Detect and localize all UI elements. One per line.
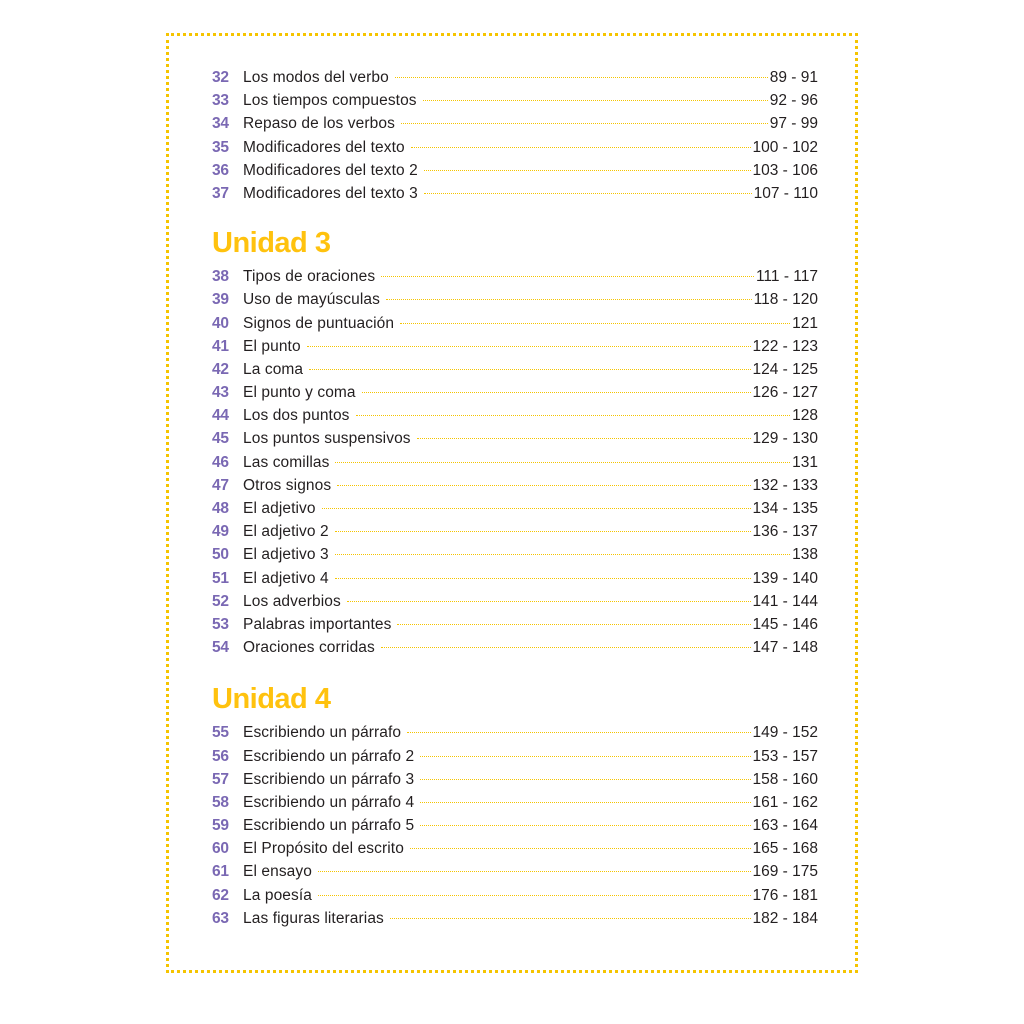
lesson-number: 38 bbox=[212, 268, 229, 286]
lesson-number: 47 bbox=[212, 476, 229, 494]
toc-row[interactable] bbox=[212, 860, 818, 883]
lesson-title: Modificadores del texto 3 bbox=[243, 184, 418, 202]
lesson-title: Los adverbios bbox=[243, 592, 341, 610]
toc-row[interactable] bbox=[212, 265, 818, 288]
lesson-number: 53 bbox=[212, 615, 229, 633]
lesson-number: 42 bbox=[212, 360, 229, 378]
toc-row[interactable] bbox=[212, 745, 818, 768]
page-range: 163 - 164 bbox=[752, 817, 818, 835]
dot-leader bbox=[381, 647, 751, 648]
toc-row[interactable] bbox=[212, 451, 818, 474]
page-range: 161 - 162 bbox=[752, 793, 818, 811]
page-range: 147 - 148 bbox=[752, 639, 818, 657]
toc-section-continuation bbox=[212, 66, 818, 205]
lesson-title: El adjetivo bbox=[243, 500, 316, 517]
dot-leader bbox=[410, 848, 751, 849]
lesson-number: 39 bbox=[212, 291, 229, 309]
page-range: 107 - 110 bbox=[753, 184, 818, 202]
lesson-number: 63 bbox=[212, 909, 229, 927]
page-range: 176 - 181 bbox=[752, 886, 818, 904]
toc-row[interactable] bbox=[212, 427, 818, 450]
dot-leader bbox=[337, 485, 750, 486]
lesson-title: El Propósito del escrito bbox=[243, 840, 404, 858]
toc-row[interactable] bbox=[212, 884, 818, 907]
unit-heading: Unidad 3 bbox=[212, 227, 331, 260]
page-range: 134 - 135 bbox=[752, 500, 818, 517]
lesson-number: 33 bbox=[212, 92, 229, 110]
toc-row[interactable] bbox=[212, 721, 818, 744]
page-range: 97 - 99 bbox=[769, 115, 818, 133]
lesson-title: Modificadores del texto 2 bbox=[243, 161, 418, 179]
dot-leader bbox=[386, 299, 752, 300]
lesson-title: Escribiendo un párrafo 3 bbox=[243, 770, 415, 788]
toc-row[interactable] bbox=[212, 66, 818, 89]
lesson-number: 60 bbox=[212, 840, 229, 858]
lesson-number: 45 bbox=[212, 430, 229, 448]
lesson-number: 57 bbox=[212, 770, 229, 788]
lesson-title: Signos de puntuación bbox=[243, 314, 395, 332]
dot-leader bbox=[335, 531, 751, 532]
toc-row[interactable] bbox=[212, 136, 818, 159]
dot-leader bbox=[420, 756, 750, 757]
page-range: 111 - 117 bbox=[755, 268, 818, 286]
page-range: 100 - 102 bbox=[752, 138, 818, 156]
lesson-number: 34 bbox=[212, 115, 229, 133]
dot-leader bbox=[420, 825, 750, 826]
toc-row[interactable] bbox=[212, 89, 818, 112]
toc-row[interactable] bbox=[212, 497, 818, 520]
page-range: 124 - 125 bbox=[752, 360, 818, 378]
page-range: 139 - 140 bbox=[752, 569, 818, 587]
dot-leader bbox=[420, 779, 750, 780]
page-range: 103 - 106 bbox=[752, 161, 818, 179]
dot-leader bbox=[423, 100, 768, 101]
dot-leader bbox=[318, 895, 751, 896]
toc-row[interactable] bbox=[212, 520, 818, 543]
toc-row[interactable] bbox=[212, 567, 818, 590]
lesson-number: 58 bbox=[212, 793, 229, 811]
page-range: 129 - 130 bbox=[752, 430, 818, 448]
lesson-number: 41 bbox=[212, 337, 229, 355]
lesson-title: Repaso de los verbos bbox=[243, 115, 395, 133]
toc-row[interactable] bbox=[212, 613, 818, 636]
toc-row[interactable] bbox=[212, 112, 818, 135]
page-range: 182 - 184 bbox=[752, 909, 818, 927]
toc-row[interactable] bbox=[212, 182, 818, 205]
lesson-number: 56 bbox=[212, 747, 229, 765]
toc-row[interactable] bbox=[212, 404, 818, 427]
toc-row[interactable] bbox=[212, 288, 818, 311]
lesson-title: El adjetivo 2 bbox=[243, 523, 329, 541]
page-range: 165 - 168 bbox=[752, 840, 818, 858]
lesson-number: 37 bbox=[212, 184, 229, 202]
page-range: 149 - 152 bbox=[752, 724, 818, 742]
toc-section-unidad-4 bbox=[212, 721, 818, 930]
dot-leader bbox=[335, 462, 790, 463]
toc-row[interactable] bbox=[212, 837, 818, 860]
lesson-title: El adjetivo 4 bbox=[243, 569, 329, 587]
toc-section-unidad-3 bbox=[212, 265, 818, 659]
dot-leader bbox=[362, 392, 751, 393]
dot-leader bbox=[420, 802, 750, 803]
lesson-title: La poesía bbox=[243, 886, 312, 904]
toc-row[interactable] bbox=[212, 590, 818, 613]
unit-heading: Unidad 4 bbox=[212, 683, 331, 716]
toc-row[interactable] bbox=[212, 636, 818, 659]
toc-row[interactable] bbox=[212, 543, 818, 566]
dot-leader bbox=[318, 871, 751, 872]
lesson-number: 32 bbox=[212, 69, 229, 86]
lesson-number: 35 bbox=[212, 138, 229, 156]
page-range: 158 - 160 bbox=[752, 770, 818, 788]
dot-leader bbox=[417, 438, 751, 439]
toc-row[interactable] bbox=[212, 907, 818, 930]
lesson-title: Los modos del verbo bbox=[243, 69, 389, 86]
page-range: 141 - 144 bbox=[752, 592, 818, 610]
dot-leader bbox=[309, 369, 750, 370]
lesson-title: Escribiendo un párrafo 5 bbox=[243, 817, 415, 835]
dot-leader bbox=[335, 554, 790, 555]
lesson-title: Los tiempos compuestos bbox=[243, 92, 417, 110]
lesson-title: El ensayo bbox=[243, 863, 312, 881]
toc-row[interactable] bbox=[212, 159, 818, 182]
lesson-number: 48 bbox=[212, 500, 229, 517]
dot-leader bbox=[411, 147, 751, 148]
lesson-number: 62 bbox=[212, 886, 229, 904]
lesson-title: La coma bbox=[243, 360, 304, 378]
lesson-number: 44 bbox=[212, 407, 229, 425]
page-range: 92 - 96 bbox=[769, 92, 818, 110]
lesson-number: 55 bbox=[212, 724, 229, 742]
toc-row[interactable] bbox=[212, 768, 818, 791]
page-range: 169 - 175 bbox=[752, 863, 818, 881]
toc-row[interactable] bbox=[212, 791, 818, 814]
page-range: 128 bbox=[792, 407, 818, 425]
dot-leader bbox=[390, 918, 751, 919]
lesson-title: Oraciones corridas bbox=[243, 639, 375, 657]
lesson-number: 36 bbox=[212, 161, 229, 179]
toc-row[interactable] bbox=[212, 335, 818, 358]
lesson-title: Palabras importantes bbox=[243, 615, 392, 633]
lesson-number: 52 bbox=[212, 592, 229, 610]
page-range: 126 - 127 bbox=[752, 384, 818, 402]
toc-row[interactable] bbox=[212, 381, 818, 404]
dot-leader bbox=[322, 508, 751, 509]
dot-leader bbox=[401, 123, 768, 124]
page-range: 118 - 120 bbox=[753, 291, 818, 309]
dot-leader bbox=[395, 77, 768, 78]
toc-row[interactable] bbox=[212, 358, 818, 381]
lesson-title: El punto bbox=[243, 337, 301, 355]
lesson-title: Uso de mayúsculas bbox=[243, 291, 380, 309]
lesson-title: Escribiendo un párrafo 4 bbox=[243, 793, 415, 811]
dot-leader bbox=[347, 601, 751, 602]
lesson-number: 40 bbox=[212, 314, 229, 332]
dot-leader bbox=[424, 170, 751, 171]
lesson-number: 61 bbox=[212, 863, 229, 881]
page-range: 153 - 157 bbox=[752, 747, 818, 765]
page-range: 138 bbox=[792, 546, 818, 564]
lesson-title: Modificadores del texto bbox=[243, 138, 405, 156]
lesson-title: Los puntos suspensivos bbox=[243, 430, 411, 448]
page-range: 145 - 146 bbox=[752, 615, 818, 633]
page-range: 131 bbox=[792, 453, 818, 471]
lesson-title: Otros signos bbox=[243, 476, 332, 494]
lesson-title: Tipos de oraciones bbox=[243, 268, 376, 286]
page-range: 121 bbox=[792, 314, 818, 332]
lesson-title: El punto y coma bbox=[243, 384, 356, 402]
page-range: 122 - 123 bbox=[752, 337, 818, 355]
page-range: 136 - 137 bbox=[752, 523, 818, 541]
lesson-number: 54 bbox=[212, 639, 229, 657]
dot-leader bbox=[381, 276, 754, 277]
dot-leader bbox=[356, 415, 791, 416]
page-range: 132 - 133 bbox=[752, 476, 818, 494]
lesson-title: Escribiendo un párrafo bbox=[243, 724, 402, 742]
dot-leader bbox=[397, 624, 750, 625]
page-range: 89 - 91 bbox=[769, 69, 818, 86]
dot-leader bbox=[400, 323, 790, 324]
table-of-contents bbox=[212, 66, 818, 930]
dot-leader bbox=[335, 578, 751, 579]
lesson-number: 49 bbox=[212, 523, 229, 541]
lesson-number: 46 bbox=[212, 453, 229, 471]
dot-leader bbox=[407, 732, 750, 733]
lesson-title: Escribiendo un párrafo 2 bbox=[243, 747, 415, 765]
lesson-number: 51 bbox=[212, 569, 229, 587]
lesson-title: Las comillas bbox=[243, 453, 330, 471]
dot-leader bbox=[424, 193, 752, 194]
lesson-title: El adjetivo 3 bbox=[243, 546, 329, 564]
lesson-number: 59 bbox=[212, 817, 229, 835]
lesson-title: Las figuras literarias bbox=[243, 909, 384, 927]
lesson-number: 43 bbox=[212, 384, 229, 402]
toc-row[interactable] bbox=[212, 312, 818, 335]
lesson-title: Los dos puntos bbox=[243, 407, 350, 425]
lesson-number: 50 bbox=[212, 546, 229, 564]
dot-leader bbox=[307, 346, 751, 347]
toc-row[interactable] bbox=[212, 474, 818, 497]
toc-row[interactable] bbox=[212, 814, 818, 837]
